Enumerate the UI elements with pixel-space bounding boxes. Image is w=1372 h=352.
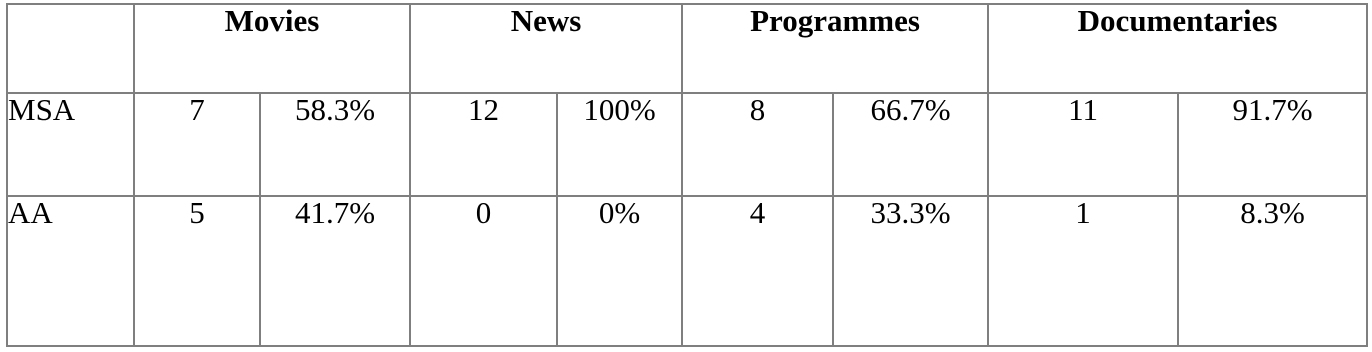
cell-msa-programmes-count: 8 (682, 93, 833, 196)
cell-aa-news-count: 0 (410, 196, 557, 346)
table-row-msa (7, 93, 1367, 196)
row-label-msa: MSA (7, 93, 134, 196)
cell-msa-movies-percent: 58.3% (260, 93, 410, 196)
corner-cell (7, 4, 134, 93)
column-header-movies: Movies (134, 4, 410, 93)
cell-msa-news-count: 12 (410, 93, 557, 196)
table-row-aa (7, 196, 1367, 346)
cell-aa-documentaries-percent: 8.3% (1178, 196, 1367, 346)
cell-msa-movies-count: 7 (134, 93, 260, 196)
cell-aa-programmes-count: 4 (682, 196, 833, 346)
column-header-documentaries: Documentaries (988, 4, 1367, 93)
cell-msa-documentaries-count: 11 (988, 93, 1178, 196)
cell-aa-news-percent: 0% (557, 196, 682, 346)
column-header-programmes: Programmes (682, 4, 988, 93)
data-table (6, 3, 1368, 347)
cell-msa-news-percent: 100% (557, 93, 682, 196)
row-label-aa: AA (7, 196, 134, 346)
header-row (7, 4, 1367, 93)
cell-aa-movies-percent: 41.7% (260, 196, 410, 346)
cell-aa-movies-count: 5 (134, 196, 260, 346)
cell-aa-programmes-percent: 33.3% (833, 196, 988, 346)
cell-aa-documentaries-count: 1 (988, 196, 1178, 346)
column-header-news: News (410, 4, 682, 93)
cell-msa-programmes-percent: 66.7% (833, 93, 988, 196)
cell-msa-documentaries-percent: 91.7% (1178, 93, 1367, 196)
